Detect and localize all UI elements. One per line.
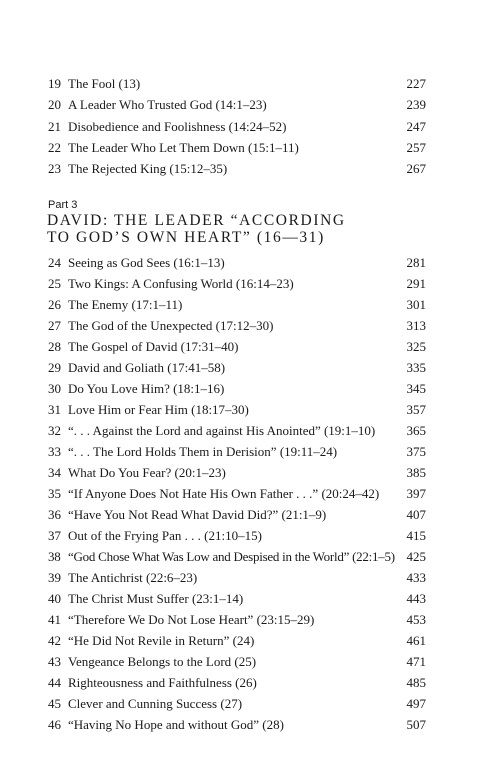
chapter-title: Disobedience and Foolishness (14:24–52): [68, 119, 287, 134]
toc-entry: [0, 159, 478, 179]
chapter-number: 39: [48, 570, 61, 585]
chapter-title: What Do You Fear? (20:1–23): [68, 465, 226, 480]
toc-entry: [0, 610, 478, 630]
chapter-title: The Fool (13): [68, 76, 141, 91]
page-number: 397: [406, 486, 426, 501]
toc-entry: [0, 138, 478, 158]
page-number: 415: [406, 528, 426, 543]
page-number: 281: [406, 255, 426, 270]
chapter-title: The God of the Unexpected (17:12–30): [68, 318, 274, 333]
page-number: 461: [406, 633, 426, 648]
page-number: 453: [406, 612, 426, 627]
page-number: 471: [406, 654, 426, 669]
toc-entry: [0, 673, 478, 693]
part-label: Part 3: [48, 199, 78, 211]
chapter-title: David and Goliath (17:41–58): [68, 360, 226, 375]
page-number: 257: [406, 140, 426, 155]
chapter-title: “If Anyone Does Not Hate His Own Father . . .” (20:24–42): [68, 486, 380, 501]
page-number: 497: [406, 696, 426, 711]
chapter-title: The Gospel of David (17:31–40): [68, 339, 239, 354]
chapter-title: Two Kings: A Confusing World (16:14–23): [68, 276, 294, 291]
toc-entry: [0, 358, 478, 378]
chapter-number: 21: [48, 119, 61, 134]
toc-entry: [0, 95, 478, 115]
page-number: 335: [406, 360, 426, 375]
toc-entry: [0, 316, 478, 336]
toc-entry: [0, 589, 478, 609]
chapter-title: Vengeance Belongs to the Lord (25): [68, 654, 257, 669]
page-number: 385: [406, 465, 426, 480]
chapter-title: “. . . Against the Lord and against His Anointed” (19:1–10): [68, 423, 376, 438]
page-number: 365: [406, 423, 426, 438]
chapter-number: 28: [48, 339, 61, 354]
toc-entry: [0, 253, 478, 273]
chapter-number: 36: [48, 507, 61, 522]
chapter-title: “Therefore We Do Not Lose Heart” (23:15–29): [68, 612, 315, 627]
toc-entry: [0, 484, 478, 504]
chapter-title: The Antichrist (22:6–23): [68, 570, 198, 585]
chapter-title: “God Chose What Was Low and Despised in the World” (22:1–5): [68, 549, 395, 564]
page-number: 247: [406, 119, 426, 134]
toc-entry: [0, 400, 478, 420]
chapter-number: 43: [48, 654, 61, 669]
toc-entry: [0, 337, 478, 357]
toc-entry: [0, 652, 478, 672]
chapter-number: 33: [48, 444, 61, 459]
page-number: 375: [406, 444, 426, 459]
chapter-number: 41: [48, 612, 61, 627]
page-number: 313: [406, 318, 426, 333]
chapter-number: 30: [48, 381, 61, 396]
toc-entry: [0, 379, 478, 399]
page-number: 291: [406, 276, 426, 291]
page-number: 407: [406, 507, 426, 522]
chapter-title: Do You Love Him? (18:1–16): [68, 381, 225, 396]
toc-entry: [0, 631, 478, 651]
chapter-title: The Christ Must Suffer (23:1–14): [68, 591, 244, 606]
chapter-number: 19: [48, 76, 61, 91]
chapter-title: “Have You Not Read What David Did?” (21:1–9): [68, 507, 327, 522]
page-number: 443: [406, 591, 426, 606]
chapter-title: “He Did Not Revile in Return” (24): [68, 633, 255, 648]
chapter-number: 40: [48, 591, 61, 606]
chapter-number: 24: [48, 255, 61, 270]
chapter-title: Seeing as God Sees (16:1–13): [68, 255, 225, 270]
chapter-number: 46: [48, 717, 61, 732]
part-title: [47, 212, 437, 246]
page-number: 267: [406, 161, 426, 176]
chapter-number: 26: [48, 297, 61, 312]
chapter-title: “. . . The Lord Holds Them in Derision” (19:11–24): [68, 444, 338, 459]
chapter-number: 45: [48, 696, 61, 711]
toc-entry: [0, 442, 478, 462]
chapter-number: 22: [48, 140, 61, 155]
toc-entry: [0, 505, 478, 525]
chapter-title: Righteousness and Faithfulness (26): [68, 675, 257, 690]
chapter-number: 32: [48, 423, 61, 438]
toc-entry: [0, 295, 478, 315]
chapter-number: 35: [48, 486, 61, 501]
toc-entry: [0, 715, 478, 735]
toc-entry: [0, 547, 478, 567]
chapter-title: “Having No Hope and without God” (28): [68, 717, 284, 732]
chapter-number: 25: [48, 276, 61, 291]
toc-entry: [0, 463, 478, 483]
chapter-title: The Rejected King (15:12–35): [68, 161, 228, 176]
toc-entry: [0, 274, 478, 294]
page-number: 485: [406, 675, 426, 690]
chapter-number: 42: [48, 633, 61, 648]
part-title-line: DAVID: THE LEADER “ACCORDING: [47, 212, 346, 229]
toc-entry: [0, 694, 478, 714]
chapter-title: A Leader Who Trusted God (14:1–23): [68, 97, 267, 112]
page-number: 433: [406, 570, 426, 585]
page-number: 345: [406, 381, 426, 396]
toc-entry: [0, 117, 478, 137]
page-number: 357: [406, 402, 426, 417]
page-number: 425: [406, 549, 426, 564]
toc-entry: [0, 74, 478, 94]
page-number: 227: [406, 76, 426, 91]
chapter-title: Love Him or Fear Him (18:17–30): [68, 402, 249, 417]
page-number: 239: [406, 97, 426, 112]
chapter-number: 27: [48, 318, 61, 333]
chapter-number: 20: [48, 97, 61, 112]
chapter-number: 44: [48, 675, 61, 690]
chapter-number: 29: [48, 360, 61, 375]
chapter-number: 23: [48, 161, 61, 176]
chapter-number: 31: [48, 402, 61, 417]
toc-entry: [0, 421, 478, 441]
chapter-title: The Enemy (17:1–11): [68, 297, 183, 312]
chapter-number: 34: [48, 465, 61, 480]
chapter-title: Out of the Frying Pan . . . (21:10–15): [68, 528, 262, 543]
page-number: 325: [406, 339, 426, 354]
chapter-title: Clever and Cunning Success (27): [68, 696, 243, 711]
chapter-number: 37: [48, 528, 61, 543]
part-title-line: TO GOD’S OWN HEART” (16—31): [47, 229, 325, 246]
toc-entry: [0, 526, 478, 546]
chapter-title: The Leader Who Let Them Down (15:1–11): [68, 140, 299, 155]
page-number: 301: [406, 297, 426, 312]
toc-entry: [0, 568, 478, 588]
page-number: 507: [406, 717, 426, 732]
chapter-number: 38: [48, 549, 61, 564]
